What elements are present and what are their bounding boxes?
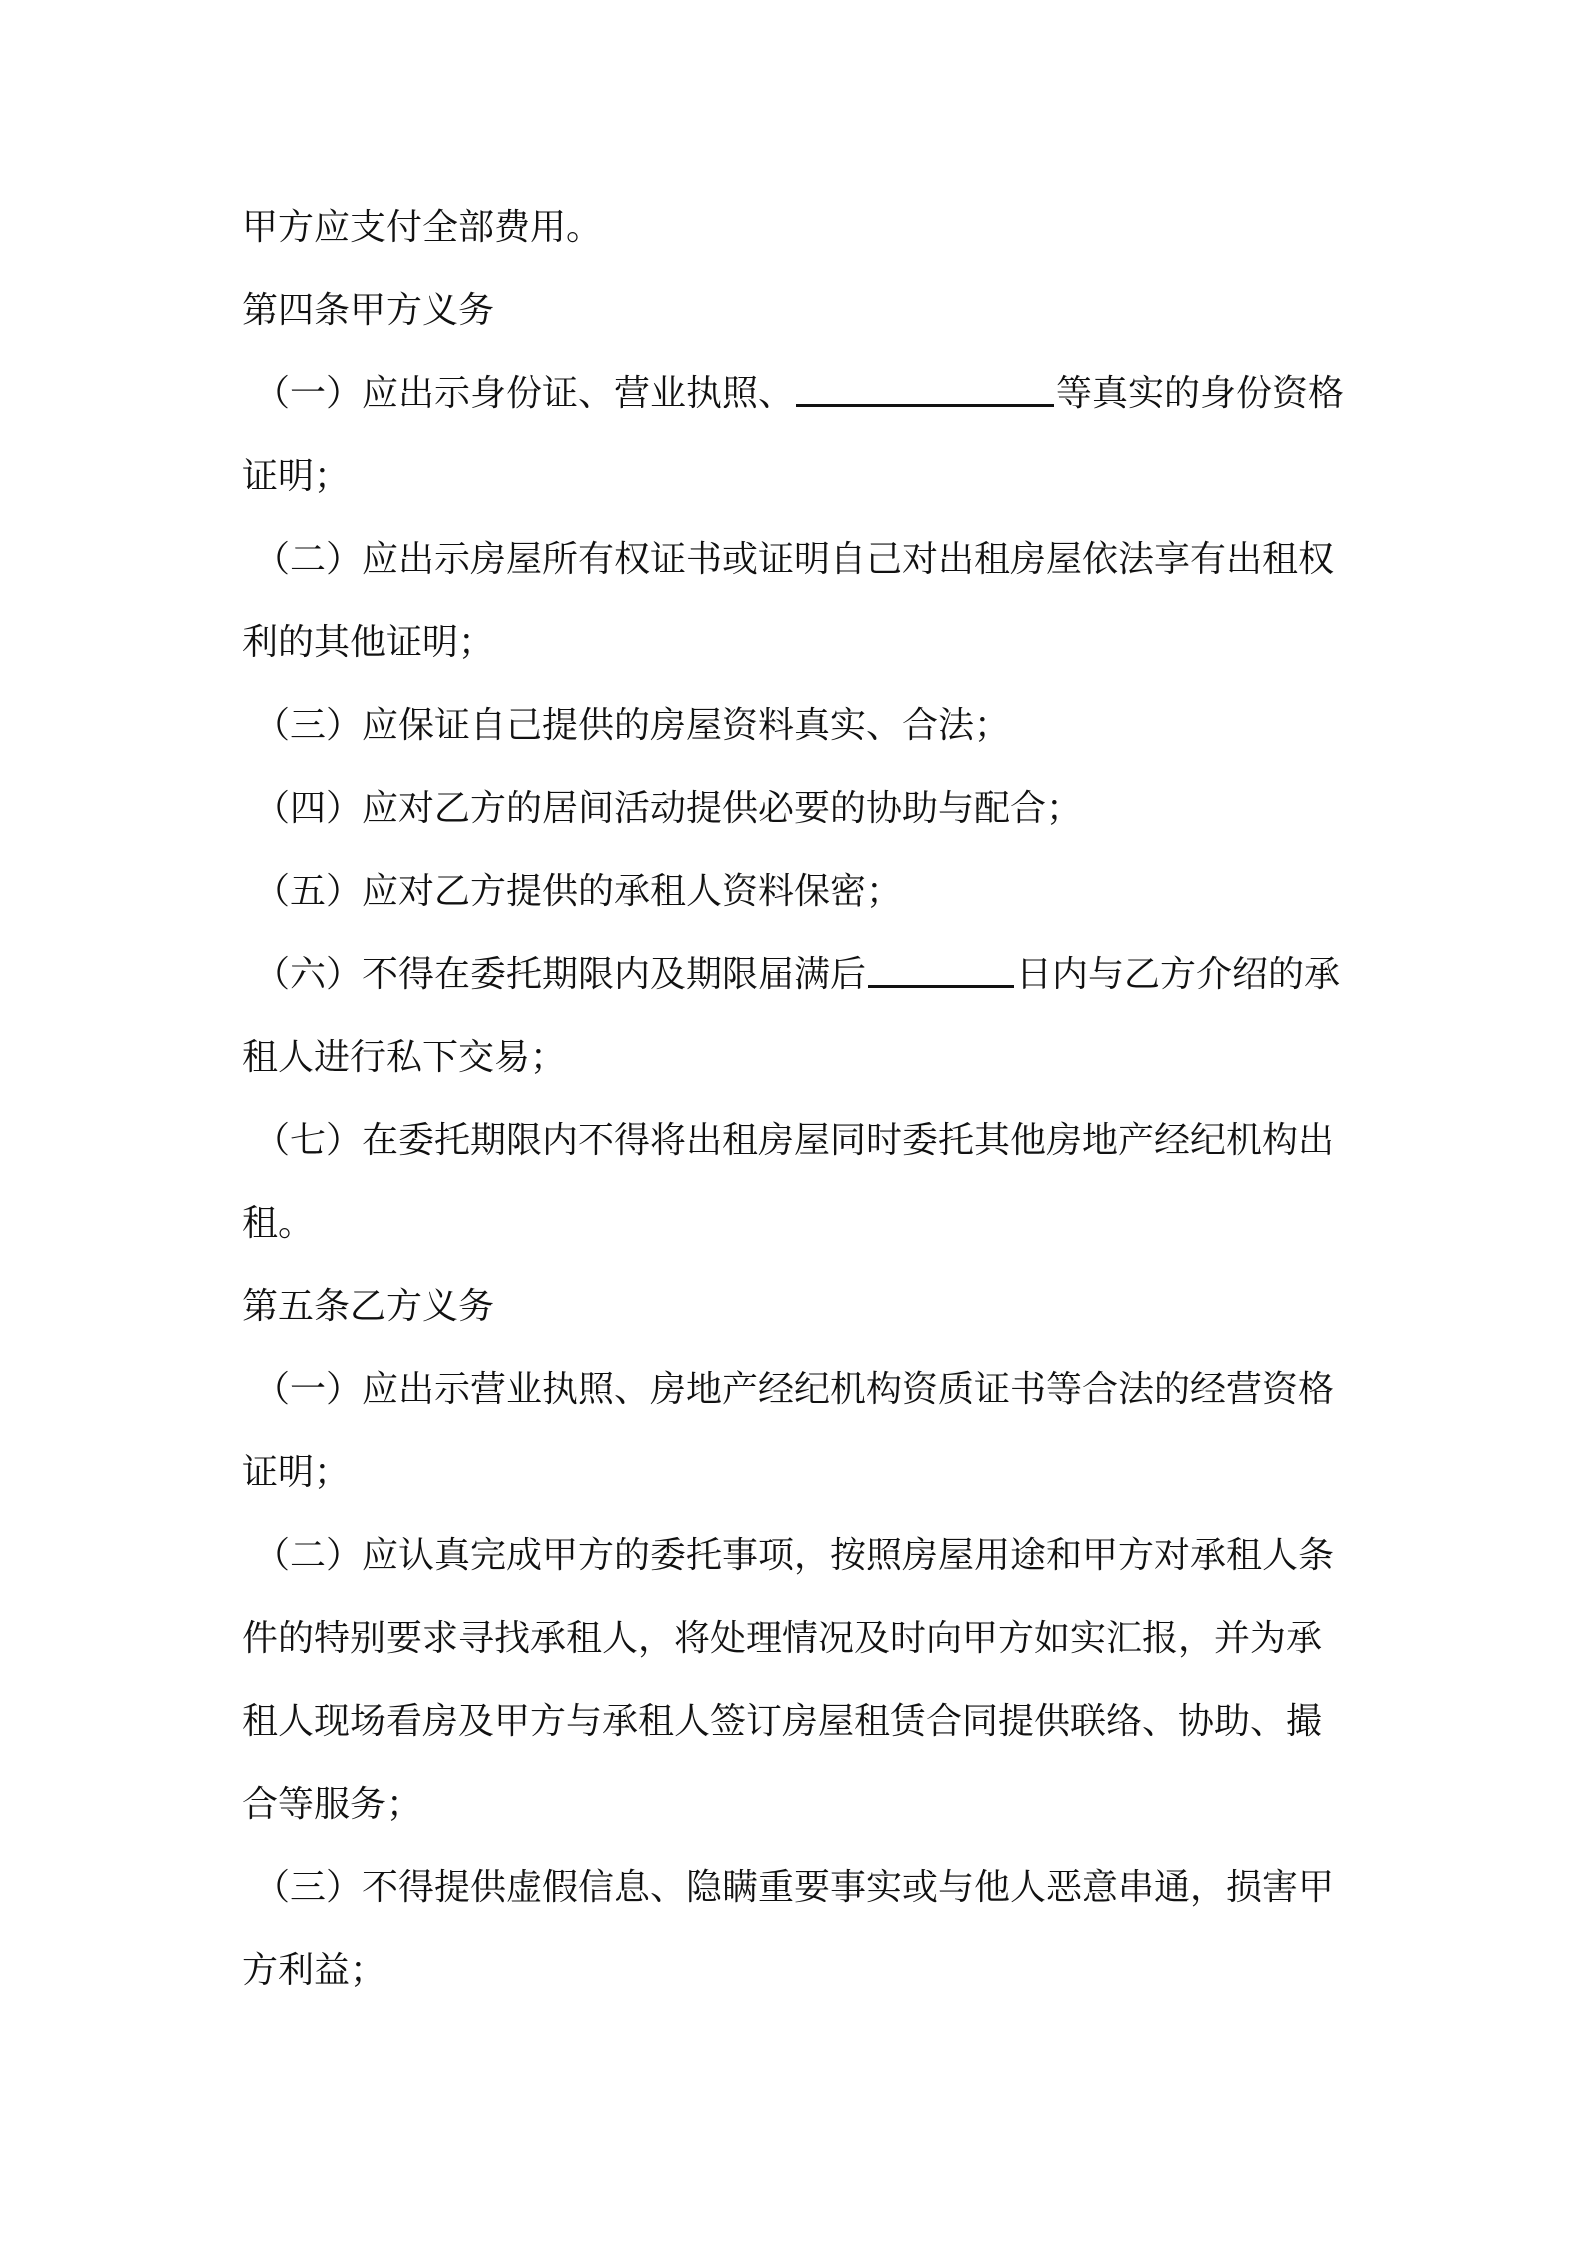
text-line: 租人进行私下交易； [242, 1037, 567, 1078]
text-segment: 等真实的身份资格 [1056, 373, 1345, 414]
text-line: 租。 [242, 1203, 315, 1244]
text-line: 利的其他证明； [242, 622, 495, 663]
text-line: 件的特别要求寻找承租人，将处理情况及时向甲方如实汇报，并为承 [242, 1618, 1323, 1659]
text-line: 方利益； [242, 1950, 387, 1991]
article-heading: 第五条乙方义务 [242, 1286, 495, 1327]
text-line: （二）应认真完成甲方的委托事项，按照房屋用途和甲方对承租人条 [254, 1535, 1335, 1576]
fill-in-blank [868, 949, 1014, 988]
text-line: 证明； [242, 1452, 351, 1493]
text-line: （一）应出示营业执照、房地产经纪机构资质证书等合法的经营资格 [254, 1369, 1335, 1410]
fill-in-blank [796, 368, 1054, 407]
text-line: （七）在委托期限内不得将出租房屋同时委托其他房地产经纪机构出 [254, 1120, 1335, 1161]
text-line: （三）应保证自己提供的房屋资料真实、合法； [254, 705, 1011, 746]
text-segment: （一）应出示身份证、营业执照、 [254, 373, 795, 414]
text-line [242, 933, 1356, 1016]
text-line: （二）应出示房屋所有权证书或证明自己对出租房屋依法享有出租权 [254, 539, 1335, 580]
text-line: 租人现场看房及甲方与承租人签订房屋租赁合同提供联络、协助、撮 [242, 1701, 1323, 1742]
text-segment: 日内与乙方介绍的承 [1016, 954, 1341, 995]
text-line [242, 352, 1356, 435]
text-line: （四）应对乙方的居间活动提供必要的协助与配合； [254, 788, 1083, 829]
text-line: （五）应对乙方提供的承租人资料保密； [254, 871, 903, 912]
text-segment: （六）不得在委托期限内及期限届满后 [254, 954, 867, 995]
text-line: 甲方应支付全部费用。 [242, 207, 603, 248]
text-line: （三）不得提供虚假信息、隐瞒重要事实或与他人恶意串通，损害甲 [254, 1867, 1335, 1908]
article-heading: 第四条甲方义务 [242, 290, 495, 331]
text-line: 证明； [242, 456, 351, 497]
text-line: 合等服务； [242, 1784, 423, 1825]
